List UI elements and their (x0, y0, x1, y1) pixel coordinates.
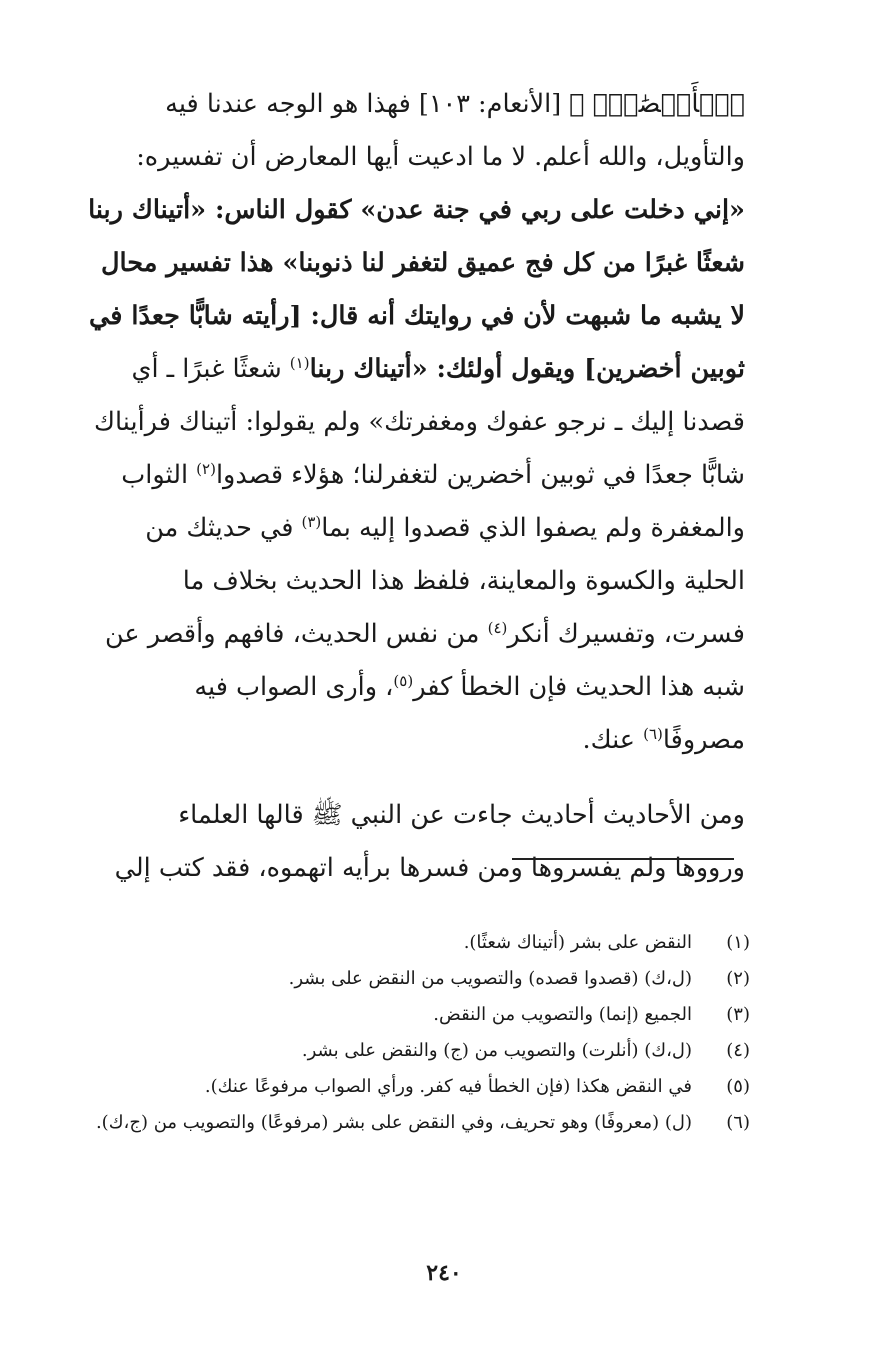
text-segment: الثواب (121, 460, 197, 490)
text-segment: شعثًا غبرًا ـ أي (131, 354, 290, 384)
text-line: الحلية والكسوة والمعاينة، فلفظ هذا الحديث بخلاف ما (182, 566, 745, 596)
text-line: شعثًا غبرًا من كل فج عميق لتغفر لنا ذنوبنا» هذا تفسير محال (101, 248, 745, 278)
footnote-ref[interactable]: (١) (289, 354, 310, 372)
footnote-text: (ل،ك) (أنلرت) والتصويب من (ج) والنقض على بشر. (301, 1040, 692, 1061)
footnote-number: (٢) (726, 968, 750, 989)
footnote-ref[interactable]: (٤) (487, 619, 508, 637)
footnote-ref[interactable]: (٥) (393, 672, 414, 690)
text-segment: شابًّا جعدًا في ثوبين أخضرين لتغفرلنا؛ هؤلاء قصدوا (215, 460, 745, 490)
text-segment: مصروفًا (662, 725, 745, 755)
text-line: ٱلۡأَبۡصَٰرَۖ ﴾ [الأنعام: ١٠٣] فهذا هو الوجه عندنا فيه (165, 89, 745, 119)
text-segment: ، وأرى الصواب فيه (194, 672, 394, 702)
text-line (55, 714, 745, 767)
footnote-ref[interactable]: (٢) (196, 460, 216, 478)
main-text (55, 78, 745, 895)
text-line (55, 449, 745, 502)
footnote-number: (٣) (726, 1004, 750, 1025)
footnote-ref[interactable]: (٦) (643, 725, 663, 743)
footnote-item (60, 1033, 750, 1069)
text-line: ورووها ولم يفسروها ومن فسرها برأيه اتهموه، فقد كتب إلي (114, 853, 745, 883)
text-line (55, 608, 745, 661)
text-line: ومن الأحاديث أحاديث جاءت عن النبي ﷺ قالها العلماء (178, 800, 745, 830)
footnote-number: (١) (726, 932, 750, 953)
footnote-text: (ل،ك) (قصدوا قصده) والتصويب من النقض على بشر. (288, 968, 692, 989)
text-line: قصدنا إليك ـ نرجو عفوك ومغفرتك» ولم يقولوا: أتيناك فرأيناك (94, 407, 745, 437)
text-segment: من نفس الحديث، فافهم وأقصر عن (105, 619, 488, 649)
text-segment: عنك. (582, 725, 644, 755)
text-line (55, 502, 745, 555)
footnote-item (60, 1105, 750, 1141)
page-number: ٢٤٠ (426, 1260, 462, 1286)
footnote-item (60, 1069, 750, 1105)
footnote-number: (٥) (726, 1076, 750, 1097)
footnote-text: في النقض هكذا (فإن الخطأ فيه كفر. ورأي الصواب مرفوعًا عنك). (204, 1076, 692, 1097)
footnote-ref[interactable]: (٣) (301, 513, 322, 531)
footnote-text: الجميع (إنما) والتصويب من النقض. (433, 1004, 692, 1025)
text-line (55, 661, 745, 714)
footnote-number: (٤) (726, 1040, 750, 1061)
text-line (55, 343, 745, 396)
footnotes (60, 925, 750, 1141)
footnote-number: (٦) (726, 1112, 750, 1133)
text-segment: في حديثك من (145, 513, 302, 543)
text-segment: فسرت، وتفسيرك أنكر (507, 619, 745, 649)
footnote-text: النقض على بشر (أتيناك شعثًا). (463, 932, 692, 953)
text-segment: ثوبين أخضرين] ويقول أولئك: «أتيناك ربنا (309, 354, 745, 384)
footnote-separator (512, 858, 734, 860)
text-line: لا يشبه ما شبهت لأن في روايتك أنه قال: [رأيته شابًّا جعدًا في (89, 301, 745, 331)
text-line: «إني دخلت على ربي في جنة عدن» كقول الناس: «أتيناك ربنا (88, 195, 745, 225)
footnote-text: (ل) (معروفًا) وهو تحريف، وفي النقض على بشر (مرفوعًا) والتصويب من (ج،ك). (95, 1112, 692, 1133)
footnote-item (60, 961, 750, 997)
text-line: والتأويل، والله أعلم. لا ما ادعيت أيها المعارض أن تفسيره: (136, 142, 745, 172)
footnote-item (60, 925, 750, 961)
text-segment: والمغفرة ولم يصفوا الذي قصدوا إليه بما (321, 513, 745, 543)
text-segment: شبه هذا الحديث فإن الخطأ كفر (413, 672, 745, 702)
footnote-item (60, 997, 750, 1033)
paragraph-gap (55, 767, 745, 789)
